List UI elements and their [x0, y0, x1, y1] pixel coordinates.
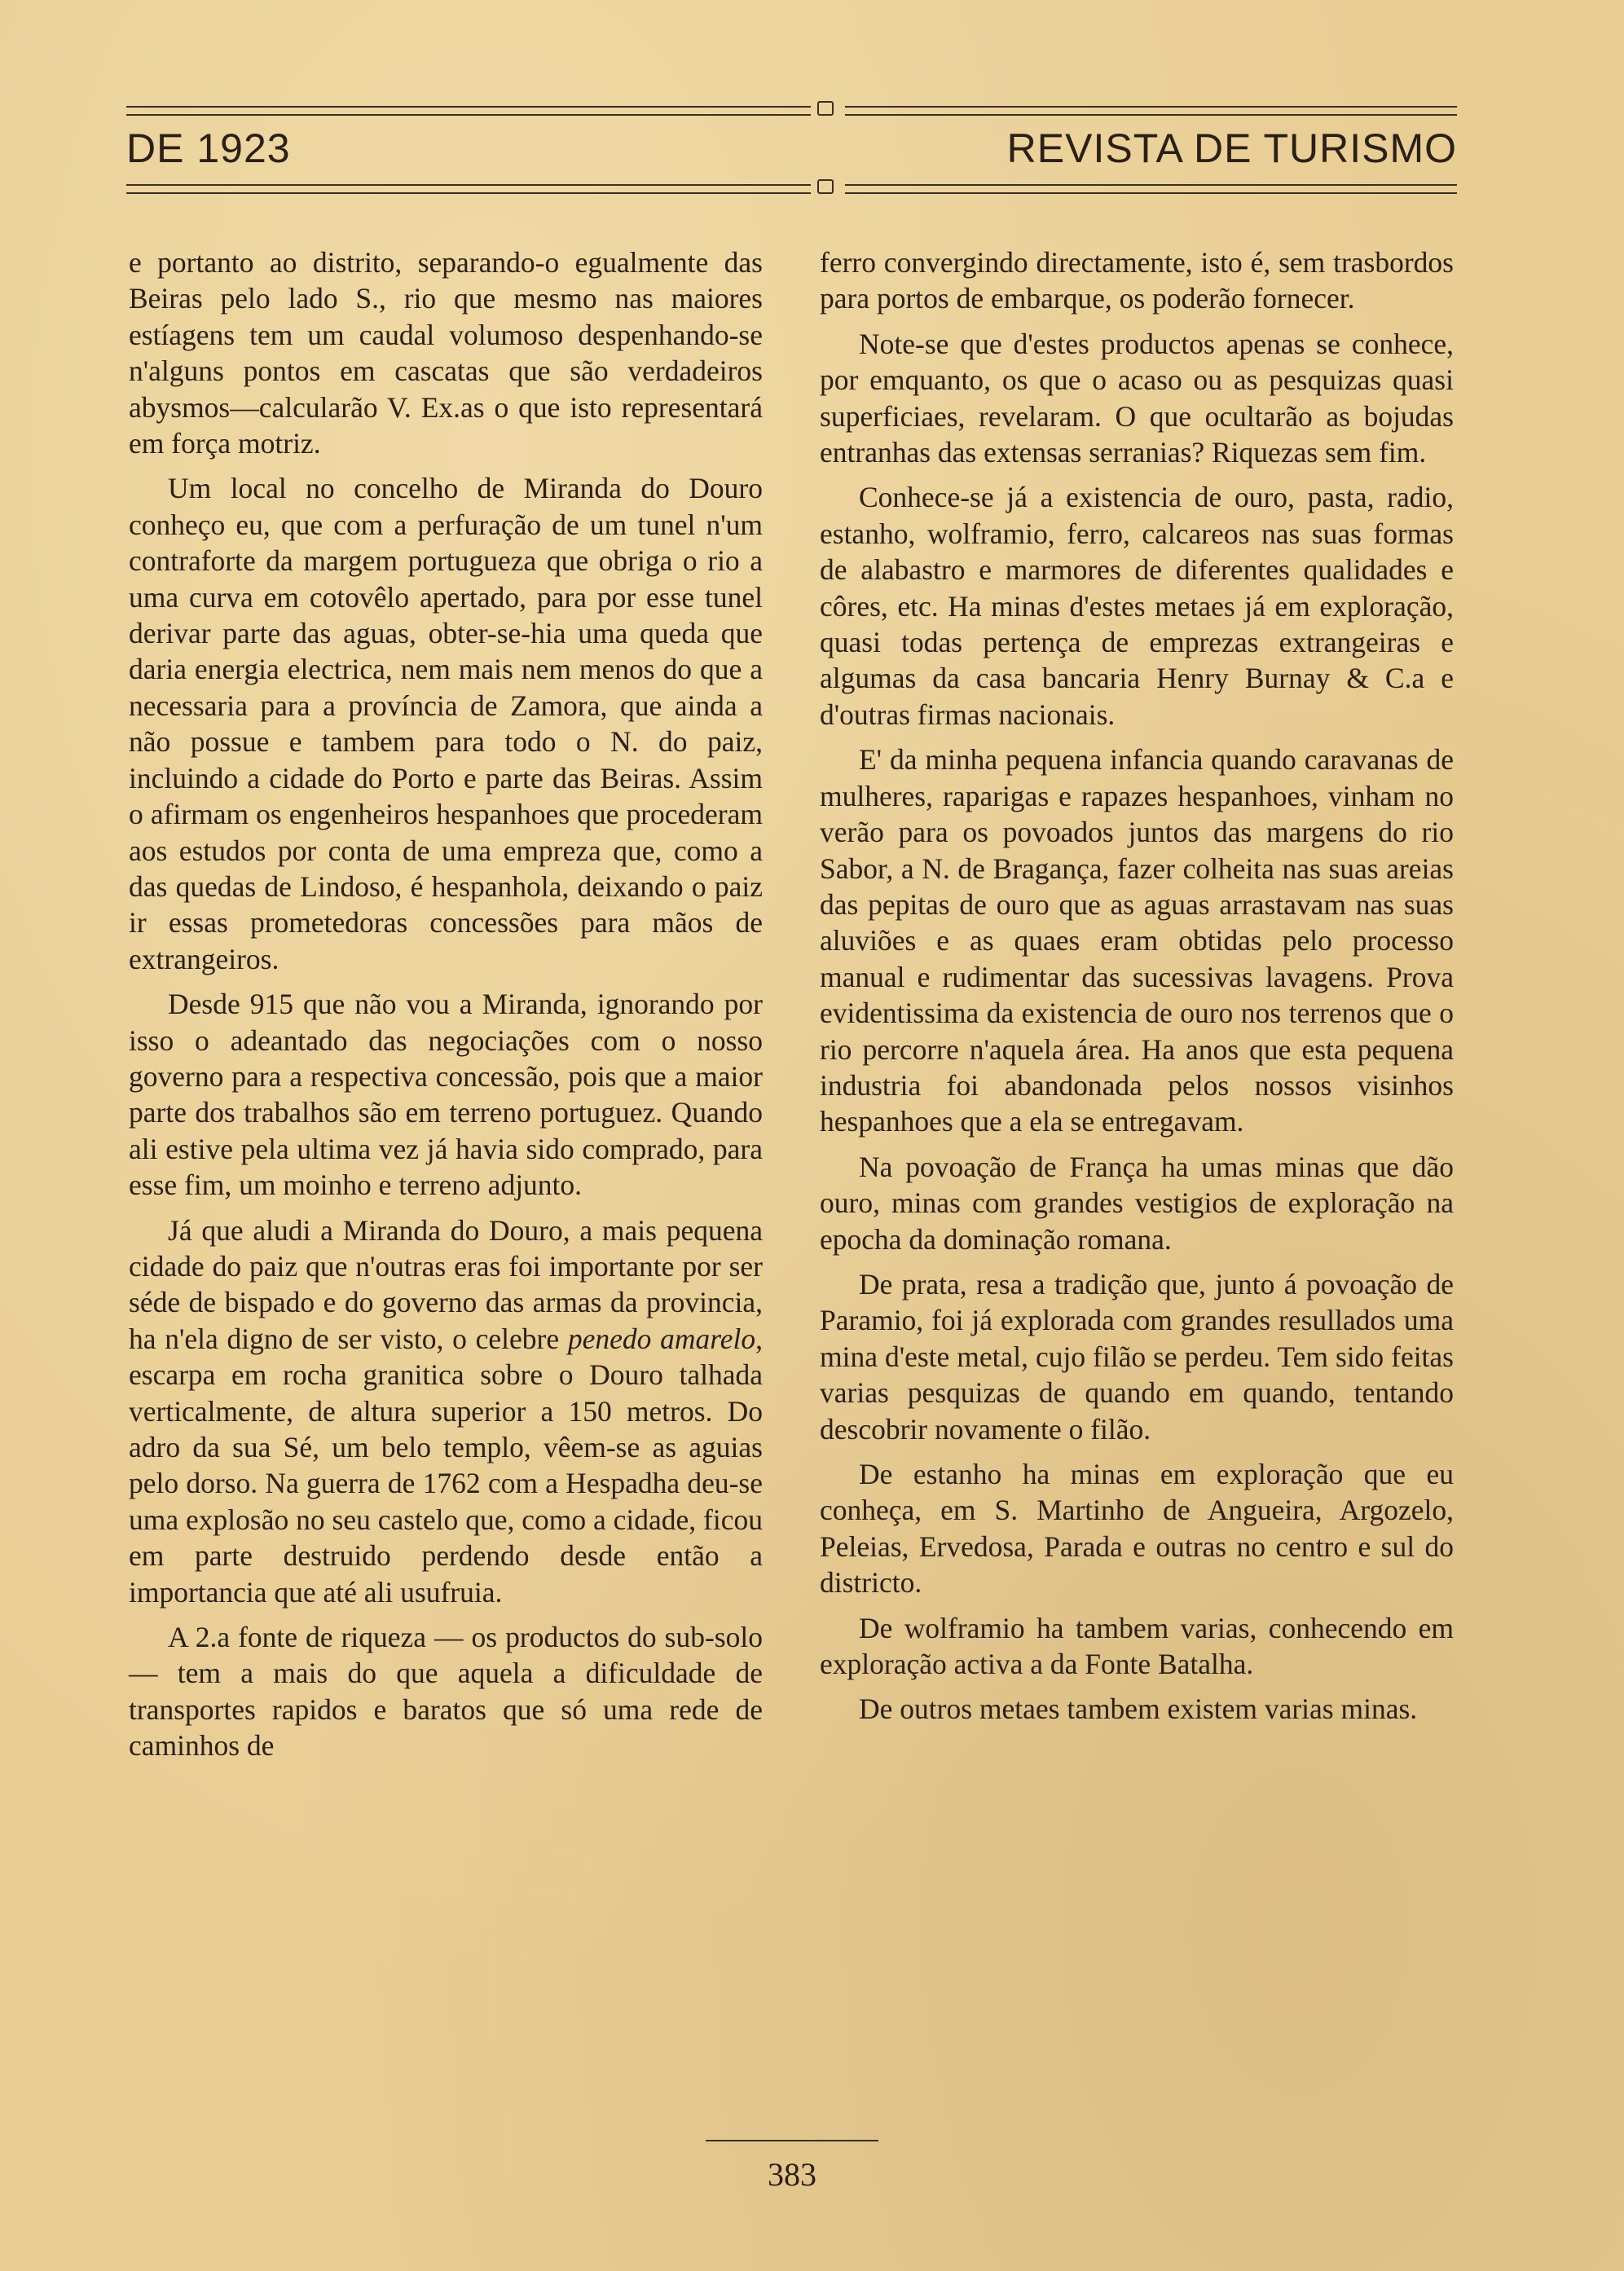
paragraph: Desde 915 que não vou a Miranda, ignorando por isso o adeantado das negociações com o nosso governo para a respectiva concessão, pois que a maior parte dos trabalhos são em terreno portuguez. Quando ali estive pela ultima vez já havia sido comprado, para esse fim, um moinho e terreno adjunto. [129, 988, 763, 1202]
running-header-date: DE 1923 [126, 125, 291, 171]
paragraph: ferro convergindo directamente, isto é, sem trasbordos para portos de embarque, os poderão fornecer. [820, 246, 1454, 315]
italic-term: penedo amarelo [567, 1322, 756, 1355]
running-header-title: REVISTA DE TURISMO [1006, 125, 1457, 171]
paragraph: De prata, resa a tradição que, junto á povoação de Paramio, foi já explorada com grandes resullados uma mina d'este metal, cujo filão se perdeu. Tem sido feitas varias pesquizas de quando em quando, tentando descobrir novamente o filão. [820, 1267, 1454, 1446]
paragraph: Já que aludi a Miranda do Douro, a mais pequena cidade do paiz que n'outras eras foi importante por ser séde de bispado e do governo das armas da provincia, ha n'ela digno de ser visto, o celebre penedo amarelo, escarpa em rocha granitica sobre o Douro talhada verticalmente, de altura superior a 150 metros. Do adro da sua Sé, um belo templo, vêem-se as aguias pelo dorso. Na guerra de 1762 com a Hespadha deu-se uma explosão no seu castelo que, como a cidade, ficou em parte destruido perdendo desde então a importancia que até ali usufruia. [129, 1213, 763, 1609]
header-bottom-rule [126, 184, 1457, 194]
paragraph: De estanho ha minas em exploração que eu conheça, em S. Martinho de Angueira, Argozelo, Peleias, Ervedosa, Parada e outras no centro e sul do districto. [820, 1458, 1454, 1600]
footer-rule [706, 2140, 878, 2141]
paragraph: A 2.a fonte de riqueza — os productos do sub-solo — tem a mais do que aquela a dificuldade de transportes rapidos e baratos que só uma rede de caminhos de [129, 1621, 763, 1763]
page-number: 383 [768, 2156, 816, 2193]
right-column [820, 244, 1454, 1736]
rule-ornament-icon [817, 179, 834, 194]
paragraph: Na povoação de França ha umas minas que dão ouro, minas com grandes vestigios de exploração na epocha da dominação romana. [820, 1150, 1454, 1256]
paragraph: Um local no concelho de Miranda do Douro conheço eu, que com a perfuração de um tunel n'um contraforte da margem portugueza que obriga o rio a uma curva em cotovêlo apertado, para por esse tunel derivar parte das aguas, obter-se-hia uma queda que daria energia electrica, nem mais nem menos do que a necessaria para a província de Zamora, que ainda a não possue e tambem para todo o N. do paiz, incluindo a cidade do Porto e parte das Beiras. Assim o afirmam os engenheiros hespanhoes que procederam aos estudos por conta de uma empreza que, como a das quedas de Lindoso, é hespanhola, deixando o paiz ir essas prometedoras concessões para mãos de extrangeiros. [129, 472, 763, 975]
header-top-rule [126, 106, 1457, 116]
paragraph: Note-se que d'estes productos apenas se conhece, por emquanto, os que o acaso ou as pesquizas quasi superficiaes, revelaram. O que ocultarão as bojudas entranhas das extensas serranias? Riquezas sem fim. [820, 327, 1454, 469]
paragraph: e portanto ao distrito, separando-o egualmente das Beiras pelo lado S., rio que mesmo nas maiores estíagens tem um caudal volumoso despenhando-se n'alguns pontos em cascatas que são verdadeiros abysmos—calcularão V. Ex.as o que isto representará em força motriz. [129, 246, 763, 460]
paragraph: Conhece-se já a existencia de ouro, pasta, radio, estanho, wolframio, ferro, calcareos nas suas formas de alabastro e marmores de diferentes qualidades e côres, etc. Ha minas d'estes metaes já em exploração, quasi todas pertença de emprezas extrangeiras e algumas da casa bancaria Henry Burnay & C.a e d'outras firmas nacionais. [820, 481, 1454, 731]
paragraph: De wolframio ha tambem varias, conhecendo em exploração activa a da Fonte Batalha. [820, 1611, 1454, 1681]
left-column [129, 244, 763, 1773]
paragraph: E' da minha pequena infancia quando caravanas de mulheres, raparigas e rapazes hespanhoes, vinham no verão para os povoados juntos das margens do rio Sabor, a N. de Bragança, fazer colheita nas suas areias das pepitas de ouro que as aguas arrastavam nas suas aluviões e as quaes eram obtidas pelo processo manual e rudimentar das sucessivas lavagens. Prova evidentissima da existencia de ouro nos terrenos que o rio percorre n'aquela área. Ha anos que esta pequena industria foi abandonada pelos nossos visinhos hespanhoes que a ela se entregavam. [820, 743, 1454, 1138]
paragraph: De outros metaes tambem existem varias minas. [859, 1692, 1418, 1726]
rule-ornament-icon [817, 101, 834, 116]
